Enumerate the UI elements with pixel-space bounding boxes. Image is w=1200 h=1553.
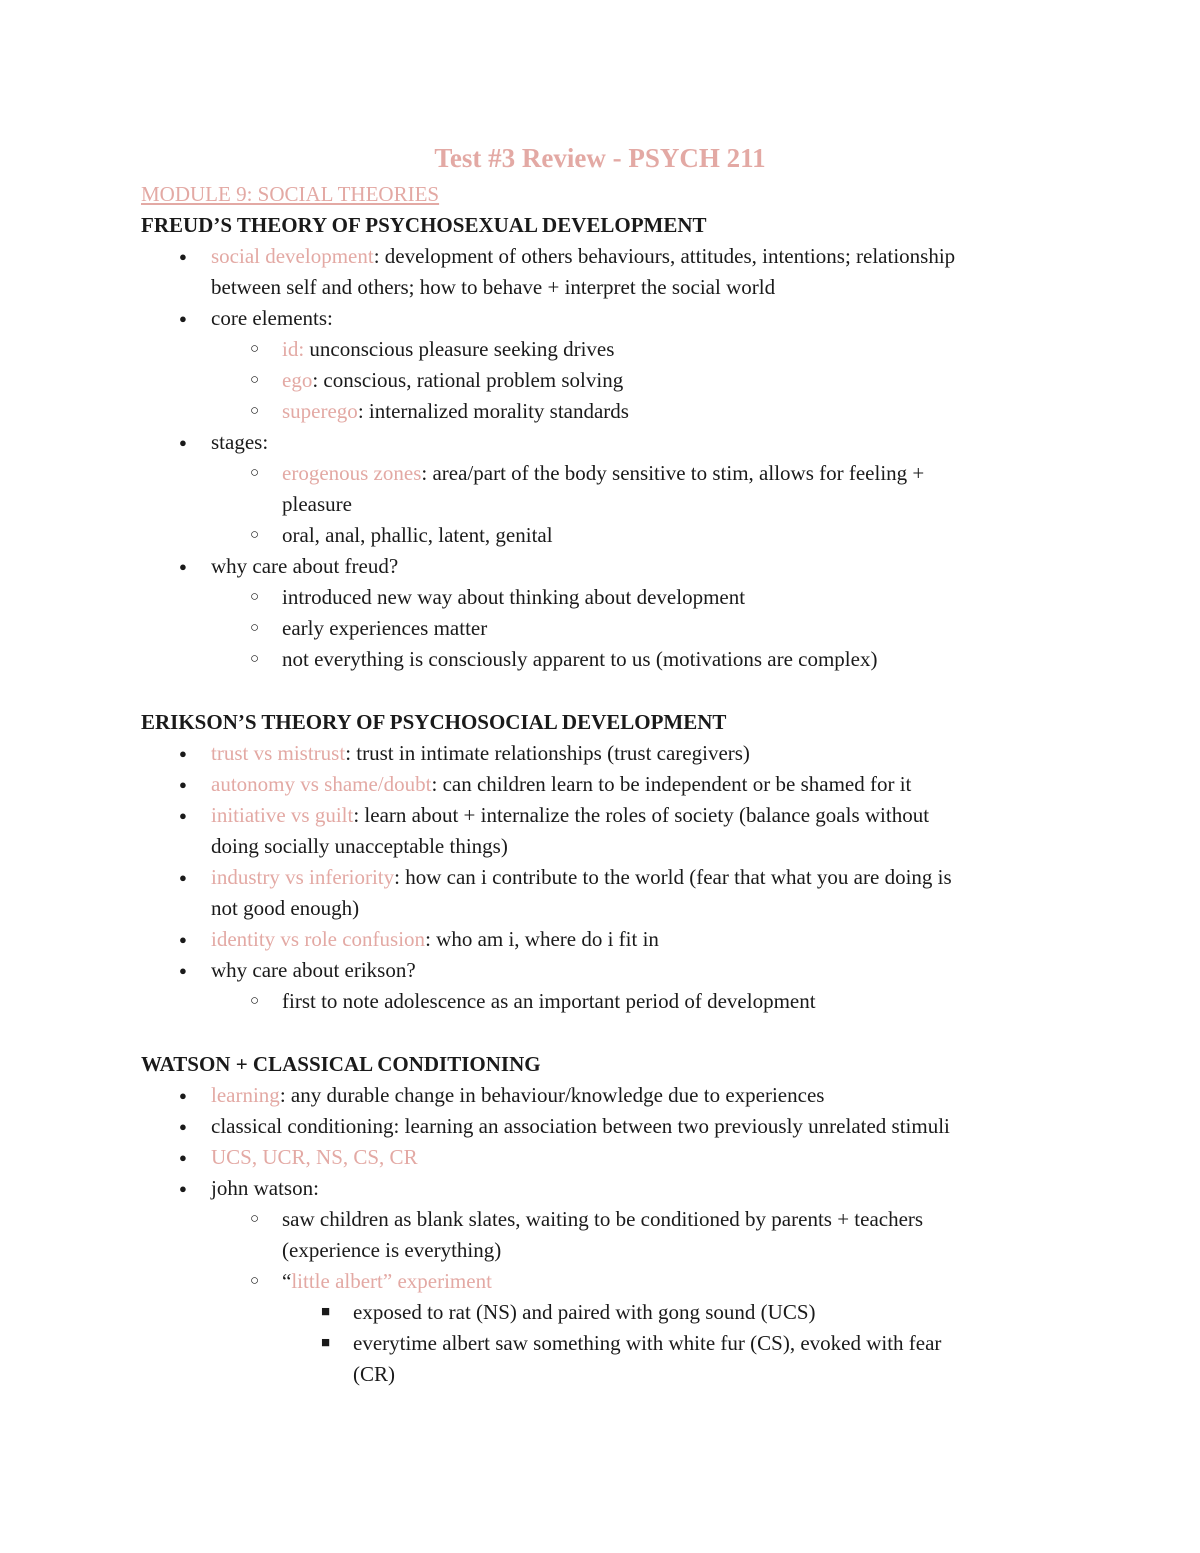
- term: industry vs inferiority: [211, 865, 395, 889]
- circle-bullet-icon: ○: [250, 589, 260, 605]
- term: little albert” experiment: [291, 1269, 492, 1293]
- bullet-icon: ●: [179, 777, 187, 792]
- item-text: stages:: [211, 430, 269, 454]
- list-item: [141, 769, 1061, 800]
- item-text: john watson:: [211, 1176, 319, 1200]
- freud-list: [141, 241, 1061, 675]
- list-item: [141, 427, 1061, 458]
- watson-list: [141, 1080, 1061, 1390]
- sub-list-item: [141, 1204, 1061, 1266]
- bullet-icon: ●: [179, 559, 187, 574]
- item-text: why care about erikson?: [211, 958, 416, 982]
- list-item: [141, 1142, 1061, 1173]
- definition: : any durable change in behaviour/knowledge due to experiences: [279, 1083, 825, 1107]
- list-item: [141, 1080, 1061, 1111]
- sub-list-item: [141, 396, 1061, 427]
- sub-list-item: [141, 520, 1061, 551]
- bullet-icon: ●: [179, 1150, 187, 1165]
- list-item: [141, 738, 1061, 769]
- sub-sub-list-item: [141, 1328, 1061, 1390]
- quote-mark: “: [282, 1269, 292, 1293]
- list-item: [141, 955, 1061, 986]
- list-item: [141, 862, 1061, 924]
- list-item: [141, 1173, 1061, 1204]
- item-text: everytime albert saw something with white fur (CS), evoked with fear: [353, 1331, 942, 1355]
- bullet-icon: ●: [179, 932, 187, 947]
- term: initiative vs guilt: [211, 803, 354, 827]
- list-item: [141, 924, 1061, 955]
- item-text: why care about freud?: [211, 554, 399, 578]
- item-text: exposed to rat (NS) and paired with gong sound (UCS): [353, 1300, 816, 1324]
- term: learning: [211, 1083, 280, 1107]
- item-text-continued: (CR): [353, 1362, 395, 1386]
- circle-bullet-icon: ○: [250, 372, 260, 388]
- erikson-list: [141, 738, 1061, 1017]
- sub-list-item: [141, 365, 1061, 396]
- bullet-icon: ●: [179, 1119, 187, 1134]
- watson-section: [141, 1049, 1061, 1390]
- bullet-icon: ●: [179, 746, 187, 761]
- definition-continued: pleasure: [282, 492, 352, 516]
- definition: : conscious, rational problem solving: [312, 368, 624, 392]
- sub-sub-list-item: [141, 1297, 1061, 1328]
- term: social development: [211, 244, 374, 268]
- term: id:: [282, 337, 305, 361]
- list-item: [141, 1111, 1061, 1142]
- term: autonomy vs shame/doubt: [211, 772, 432, 796]
- term: superego: [282, 399, 358, 423]
- item-text: introduced new way about thinking about development: [282, 585, 746, 609]
- item-text: early experiences matter: [282, 616, 488, 640]
- bullet-icon: ●: [179, 870, 187, 885]
- square-bullet-icon: ■: [321, 1335, 331, 1351]
- circle-bullet-icon: ○: [250, 1273, 260, 1289]
- page-title: Test #3 Review - PSYCH 211: [434, 143, 766, 173]
- sub-list-item: [141, 613, 1061, 644]
- circle-bullet-icon: ○: [250, 465, 260, 481]
- freud-heading: FREUD’S THEORY OF PSYCHOSEXUAL DEVELOPMENT: [141, 213, 707, 237]
- sub-list-item: [141, 1266, 1061, 1297]
- term: UCS, UCR, NS, CS, CR: [211, 1145, 418, 1169]
- square-bullet-icon: ■: [321, 1304, 331, 1320]
- bullet-icon: ●: [179, 311, 187, 326]
- circle-bullet-icon: ○: [250, 527, 260, 543]
- definition: : can children learn to be independent or be shamed for it: [431, 772, 912, 796]
- list-item: [141, 303, 1061, 334]
- list-item: [141, 551, 1061, 582]
- term: erogenous zones: [282, 461, 422, 485]
- erikson-heading: ERIKSON’S THEORY OF PSYCHOSOCIAL DEVELOPMENT: [141, 710, 727, 734]
- bullet-icon: ●: [179, 1088, 187, 1103]
- definition-continued: not good enough): [211, 896, 360, 920]
- definition: : how can i contribute to the world (fear that what you are doing is: [394, 865, 952, 889]
- watson-heading: WATSON + CLASSICAL CONDITIONING: [141, 1052, 541, 1076]
- sub-list-item: [141, 644, 1061, 675]
- definition-continued: doing socially unacceptable things): [211, 834, 508, 858]
- item-text: first to note adolescence as an important period of development: [282, 989, 816, 1013]
- freud-section: [141, 210, 1061, 675]
- circle-bullet-icon: ○: [250, 341, 260, 357]
- definition: : development of others behaviours, attitudes, intentions; relationship: [373, 244, 956, 268]
- sub-list-item: [141, 582, 1061, 613]
- list-item: [141, 241, 1061, 303]
- term: identity vs role confusion: [211, 927, 426, 951]
- circle-bullet-icon: ○: [250, 651, 260, 667]
- sub-list-item: [141, 458, 1061, 520]
- definition-continued: between self and others; how to behave + interpret the social world: [211, 275, 776, 299]
- definition: : internalized morality standards: [357, 399, 629, 423]
- term: trust vs mistrust: [211, 741, 346, 765]
- bullet-icon: ●: [179, 435, 187, 450]
- item-text-continued: (experience is everything): [282, 1238, 502, 1262]
- definition: : who am i, where do i fit in: [425, 927, 659, 951]
- item-text: not everything is consciously apparent to us (motivations are complex): [282, 647, 878, 671]
- list-item: [141, 800, 1061, 862]
- circle-bullet-icon: ○: [250, 403, 260, 419]
- bullet-icon: ●: [179, 1181, 187, 1196]
- erikson-section: [141, 707, 1061, 1017]
- sub-list-item: [141, 986, 1061, 1017]
- definition: : learn about + internalize the roles of society (balance goals without: [353, 803, 930, 827]
- definition: : trust in intimate relationships (trust caregivers): [345, 741, 750, 765]
- item-text: core elements:: [211, 306, 333, 330]
- module-heading: MODULE 9: SOCIAL THEORIES: [141, 182, 440, 206]
- item-text: saw children as blank slates, waiting to be conditioned by parents + teachers: [282, 1207, 924, 1231]
- circle-bullet-icon: ○: [250, 1211, 260, 1227]
- definition: unconscious pleasure seeking drives: [304, 337, 615, 361]
- item-text: oral, anal, phallic, latent, genital: [282, 523, 553, 547]
- bullet-icon: ●: [179, 249, 187, 264]
- item-text: classical conditioning: learning an association between two previously unrelated stimuli: [211, 1114, 950, 1138]
- bullet-icon: ●: [179, 963, 187, 978]
- term: ego: [282, 368, 313, 392]
- bullet-icon: ●: [179, 808, 187, 823]
- sub-list-item: [141, 334, 1061, 365]
- definition: : area/part of the body sensitive to stim, allows for feeling +: [421, 461, 925, 485]
- circle-bullet-icon: ○: [250, 620, 260, 636]
- circle-bullet-icon: ○: [250, 993, 260, 1009]
